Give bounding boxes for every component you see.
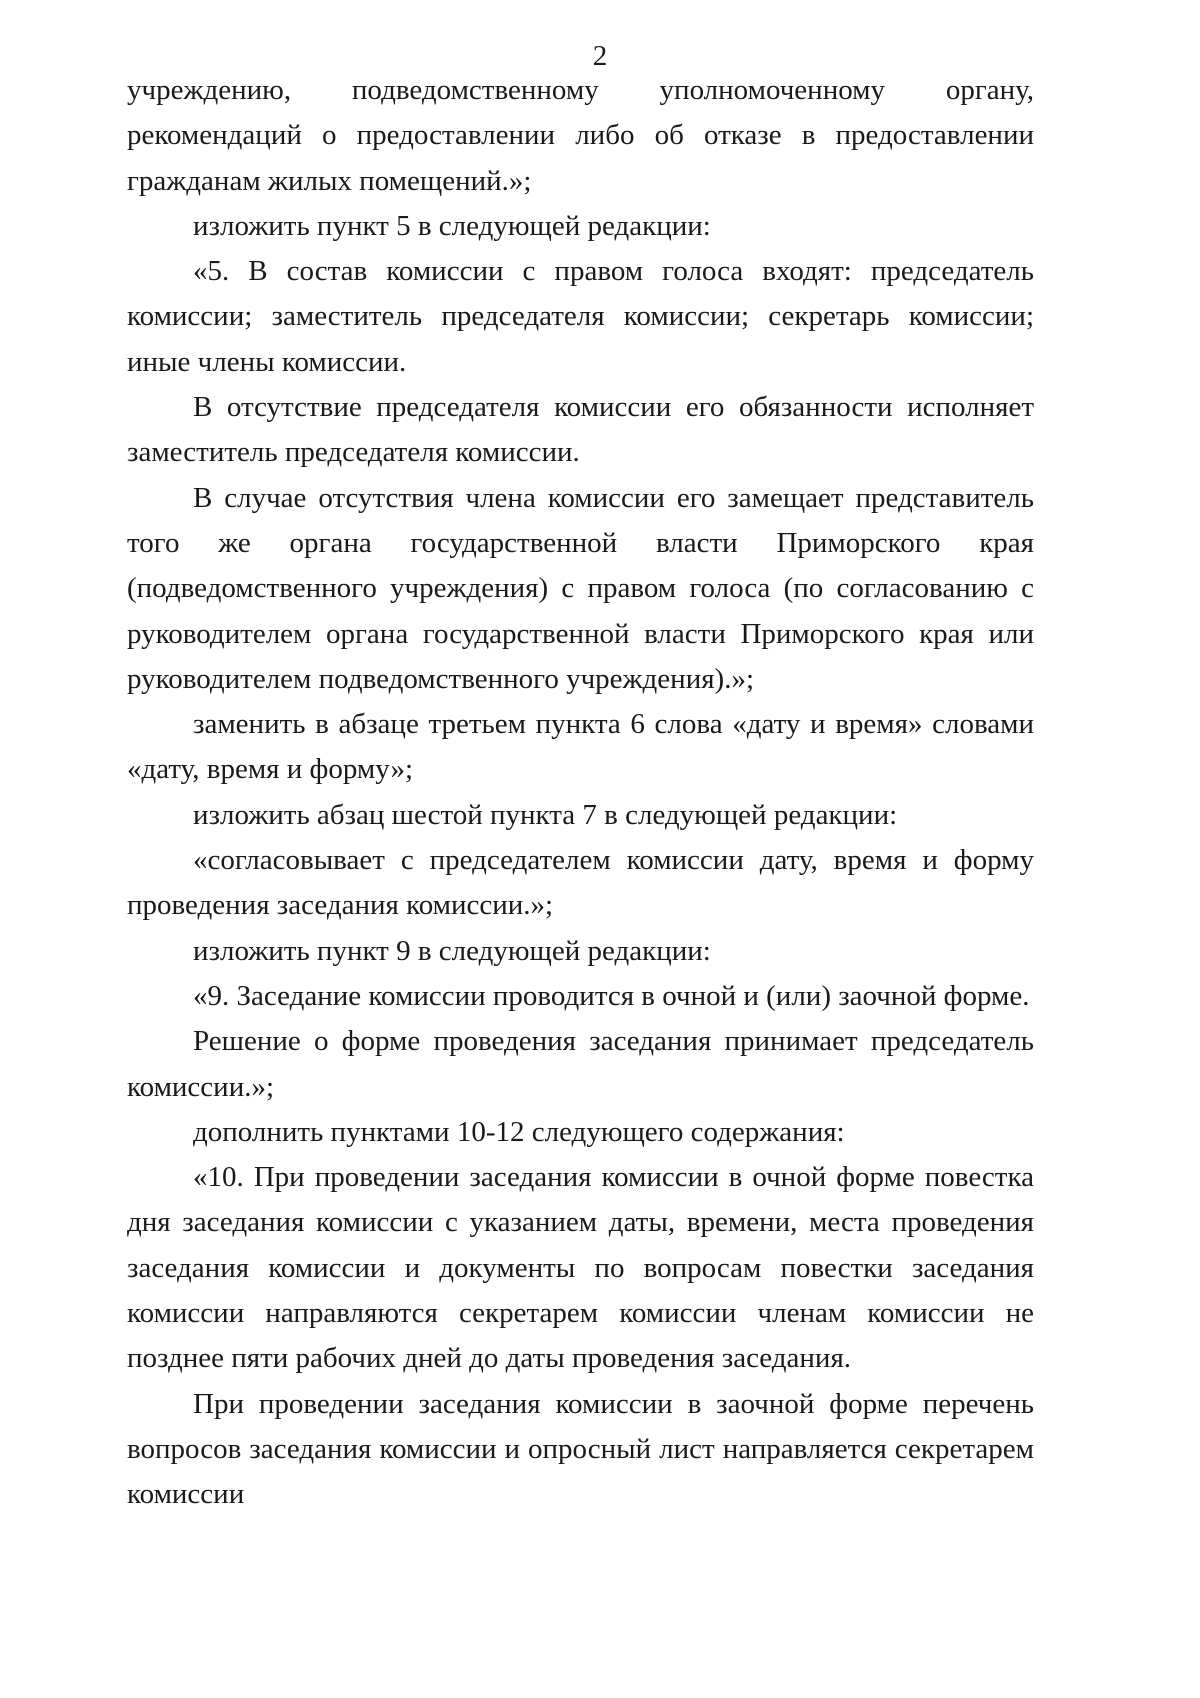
paragraph-11: Решение о форме проведения заседания принимает председатель комиссии.»;: [127, 1025, 1034, 1103]
paragraph-5: В случае отсутствия члена комиссии его замещает представитель того же органа государственной власти Приморского края (подведомственного учреждения) с правом голоса (по согласованию с руководителем органа государственной власти Приморского края или руководителем подведомственного учреждения).»;: [127, 481, 1034, 695]
paragraph-8: «согласовывает с председателем комиссии дату, время и форму проведения заседания комиссии.»;: [127, 844, 1034, 922]
paragraph-9: изложить пункт 9 в следующей редакции:: [193, 934, 711, 967]
paragraph-4: В отсутствие председателя комиссии его обязанности исполняет заместитель председателя комиссии.: [127, 391, 1034, 469]
paragraph-6: заменить в абзаце третьем пункта 6 слова «дату и время» словами «дату, время и форму»;: [127, 708, 1034, 786]
document-body: [127, 68, 1034, 1518]
page-number: 2: [592, 40, 608, 72]
paragraph-12: дополнить пунктами 10-12 следующего содержания:: [193, 1115, 845, 1148]
paragraph-7: изложить абзац шестой пункта 7 в следующей редакции:: [193, 798, 898, 831]
paragraph-2: изложить пункт 5 в следующей редакции:: [193, 209, 711, 242]
paragraph-3: «5. В состав комиссии с правом голоса входят: председатель комиссии; заместитель председателя комиссии; секретарь комиссии; иные члены комиссии.: [127, 255, 1034, 378]
paragraph-10: «9. Заседание комиссии проводится в очной и (или) заочной форме.: [193, 979, 1030, 1012]
paragraph-1: учреждению, подведомственному уполномоченному органу, рекомендаций о предоставлении либо об отказе в предоставлении гражданам жилых помещений.»;: [127, 74, 1034, 197]
paragraph-14: При проведении заседания комиссии в заочной форме перечень вопросов заседания комиссии и опросный лист направляется секретарем комиссии: [127, 1387, 1034, 1511]
paragraph-13: «10. При проведении заседания комиссии в очной форме повестка дня заседания комиссии с указанием даты, времени, места проведения заседания комиссии и документы по вопросам повестки заседания комиссии направляются секретарем комиссии членам комиссии не позднее пяти рабочих дней до даты проведения заседания.: [127, 1161, 1034, 1375]
